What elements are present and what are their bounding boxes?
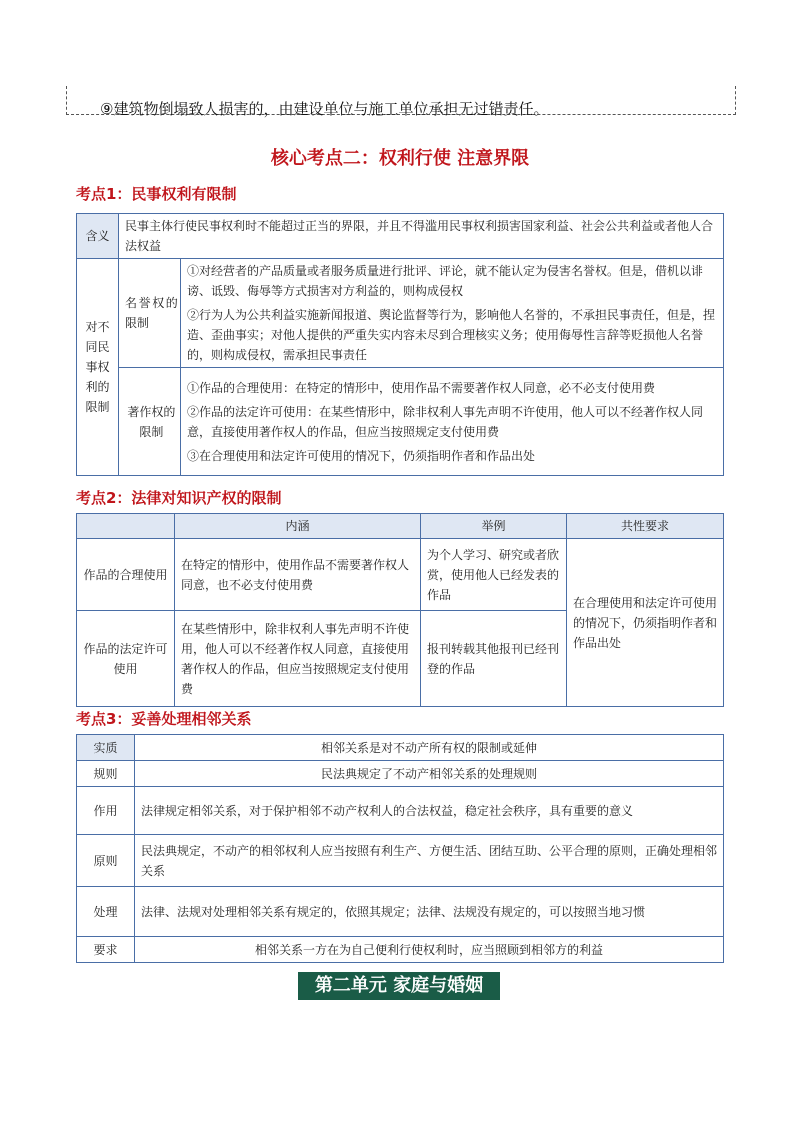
- row-example: 报刊转载其他报刊已经刊登的作品: [421, 611, 567, 707]
- row-text: 法律、法规对处理相邻关系有规定的，依照其规定；法律、法规没有规定的，可以按照当地习惯: [135, 887, 724, 937]
- row-text: 民法典规定，不动产的相邻权利人应当按照有利生产、方便生活、团结互助、公平合理的原则，正确处理相邻关系: [135, 835, 724, 887]
- header-empty: [77, 514, 175, 539]
- row-label: 规则: [77, 761, 135, 787]
- row-content: 在特定的情形中，使用作品不需要著作权人同意，也不必支付使用费: [175, 539, 421, 611]
- row-example: 为个人学习、研究或者欣赏，使用他人已经发表的作品: [421, 539, 567, 611]
- point1-title: 考点1：民事权利有限制: [76, 185, 237, 203]
- unit-title: 第二单元 家庭与婚姻: [298, 972, 500, 1000]
- row-label: 处理: [77, 887, 135, 937]
- point1-table: [76, 213, 724, 476]
- reputation-label: 名誉权的限制: [119, 259, 181, 368]
- point3-title: 考点3：妥善处理相邻关系: [76, 710, 252, 728]
- point2-title: 考点2：法律对知识产权的限制: [76, 489, 282, 507]
- row-label: 实质: [77, 735, 135, 761]
- meaning-label: 含义: [77, 214, 119, 259]
- meaning-text: 民事主体行使民事权利时不能超过正当的界限，并且不得滥用民事权利损害国家利益、社会公共利益或者他人合法权益: [119, 214, 724, 259]
- header-common: 共性要求: [567, 514, 724, 539]
- row-content: 在某些情形中，除非权利人事先声明不许使用，他人可以不经著作权人同意，直接使用著作权人的作品，但应当按照规定支付使用费: [175, 611, 421, 707]
- row-text: 民法典规定了不动产相邻关系的处理规则: [135, 761, 724, 787]
- copyright-label: 著作权的限制: [119, 368, 181, 476]
- copyright-cell: [181, 368, 724, 476]
- header-content: 内涵: [175, 514, 421, 539]
- row-label: 原则: [77, 835, 135, 887]
- row-text: 相邻关系一方在为自己便利行使权利时，应当照顾到相邻方的利益: [135, 937, 724, 963]
- row-text: 相邻关系是对不动产所有权的限制或延伸: [135, 735, 724, 761]
- reputation-item: ①对经营者的产品质量或者服务质量进行批评、评论，就不能认定为侵害名誉权。但是，借机以诽谤、诋毁、侮辱等方式损害对方利益的，则构成侵权: [187, 264, 704, 298]
- common-requirement: 在合理使用和法定许可使用的情况下，仍须指明作者和作品出处: [567, 539, 724, 707]
- section-title: 核心考点二：权利行使 注意界限: [270, 148, 530, 169]
- header-example: 举例: [421, 514, 567, 539]
- point3-table: [76, 734, 724, 963]
- row-name: 作品的法定许可使用: [77, 611, 175, 707]
- point2-table: [76, 513, 724, 707]
- row-label: 要求: [77, 937, 135, 963]
- top-note: ⑨建筑物倒塌致人损害的，由建设单位与施工单位承担无过错责任。: [100, 100, 549, 118]
- row-label: 作用: [77, 787, 135, 835]
- copyright-item: ①作品的合理使用：在特定的情形中，使用作品不需要著作权人同意，必不必支付使用费: [187, 380, 656, 395]
- row-text: 法律规定相邻关系，对于保护相邻不动产权利人的合法权益，稳定社会秩序，具有重要的意义: [135, 787, 724, 835]
- group-label: 对不同民事权利的限制: [77, 259, 119, 476]
- reputation-cell: [181, 259, 724, 368]
- copyright-item: ③在合理使用和法定许可使用的情况下，仍须指明作者和作品出处: [187, 448, 536, 463]
- copyright-item: ②作品的法定许可使用：在某些情形中，除非权利人事先声明不许使用，他人可以不经著作权人同意，直接使用著作权人的作品，但应当按照规定支付使用费: [187, 404, 704, 439]
- row-name: 作品的合理使用: [77, 539, 175, 611]
- reputation-item: ②行为人为公共利益实施新闻报道、舆论监督等行为，影响他人名誉的，不承担民事责任，但是，捏造、歪曲事实；对他人提供的严重失实内容未尽到合理核实义务；使用侮辱性言辞等贬损他人名誉的，则构成侵权，需承担民事责任: [187, 308, 716, 362]
